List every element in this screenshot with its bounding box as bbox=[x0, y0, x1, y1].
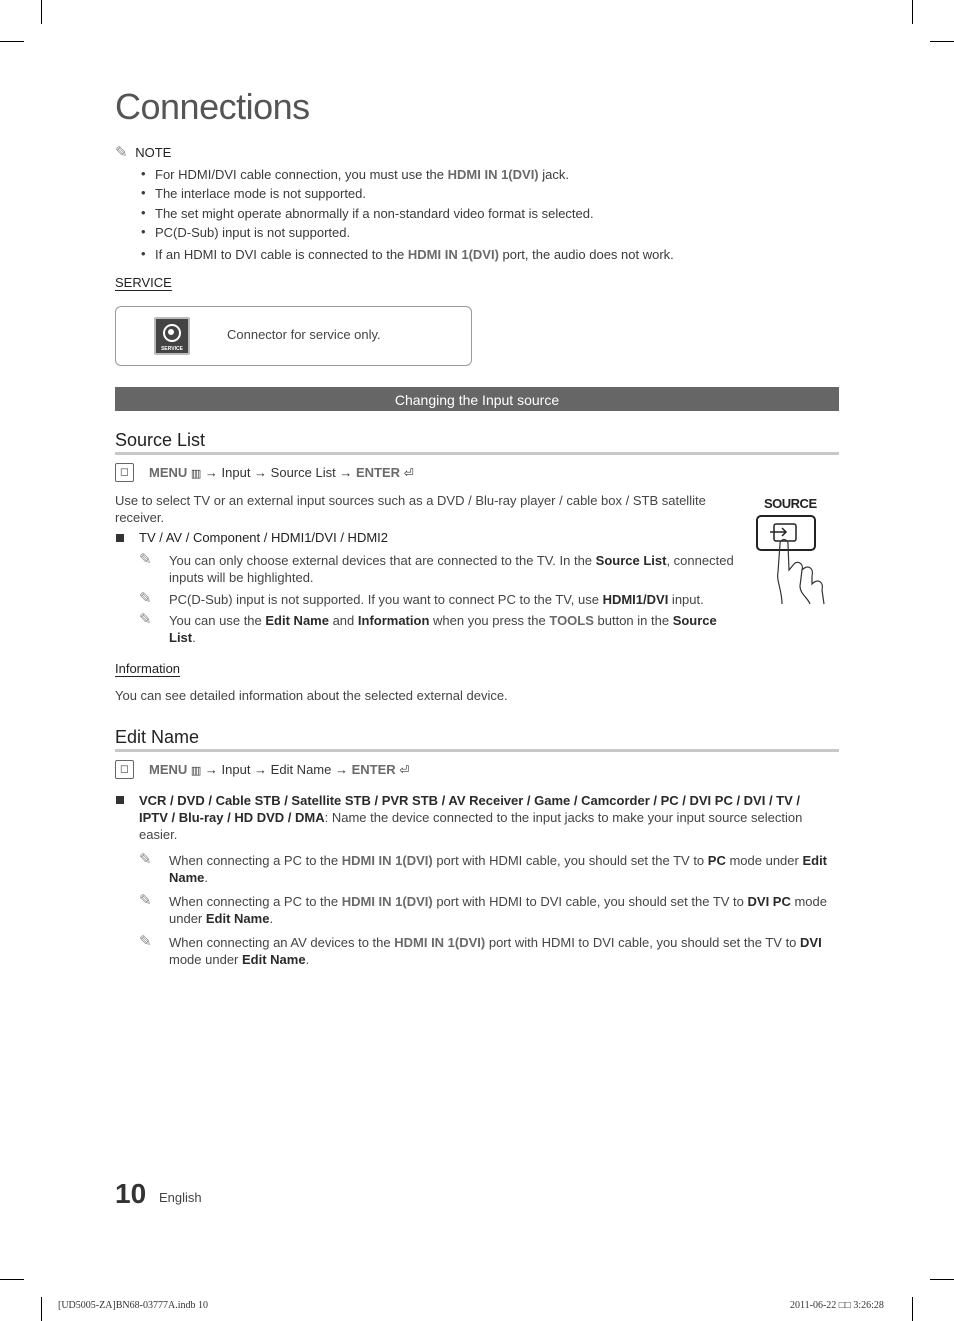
section-banner: Changing the Input source bbox=[115, 387, 839, 411]
source-list-note: PC(D-Sub) input is not supported. If you want to connect PC to the TV, use HDMI1/DVI input. bbox=[169, 592, 704, 607]
source-list-item: TV / AV / Component / HDMI1/DVI / HDMI2 bbox=[139, 530, 388, 545]
crop-mark bbox=[41, 0, 42, 24]
menu-grid-icon: ▥ bbox=[190, 765, 202, 777]
edit-name-heading: Edit Name bbox=[115, 727, 200, 747]
service-connector-box bbox=[115, 306, 472, 366]
note-item: • The interlace mode is not supported. bbox=[141, 185, 367, 201]
pencil-icon: ✎ bbox=[139, 892, 152, 909]
remote-button-icon: ◻ bbox=[115, 463, 134, 482]
crop-mark bbox=[912, 1297, 913, 1321]
service-description: Connector for service only. bbox=[227, 327, 381, 342]
note-item: • For HDMI/DVI cable connection, you must use the HDMI IN 1(DVI) jack. bbox=[141, 166, 569, 182]
information-text: You can see detailed information about the selected external device. bbox=[115, 688, 508, 703]
crop-mark bbox=[912, 0, 913, 24]
source-list-intro: Use to select TV or an external input sources such as a DVD / Blu-ray player / cable box / STB satellite receiver. bbox=[115, 493, 706, 525]
source-list-menu-path: MENU ▥ → Input → Source List → ENTER ⏎ bbox=[149, 465, 414, 480]
crop-mark bbox=[0, 1279, 24, 1280]
edit-name-menu-path: MENU ▥ → Input → Edit Name → ENTER ⏎ bbox=[149, 762, 410, 777]
square-bullet bbox=[116, 534, 124, 542]
hand-pressing-icon bbox=[752, 494, 834, 606]
pencil-icon: ✎ bbox=[115, 144, 128, 161]
pencil-icon: ✎ bbox=[139, 551, 152, 568]
page-number: 10 bbox=[115, 1178, 147, 1209]
heading-rule bbox=[115, 749, 839, 752]
source-list-note: You can only choose external devices that are connected to the TV. In the Source List, connected inputs will be highlighted. bbox=[169, 553, 734, 585]
menu-grid-icon: ▥ bbox=[190, 468, 202, 480]
edit-name-note: When connecting a PC to the HDMI IN 1(DVI) port with HDMI cable, you should set the TV to PC mode under Edit Name. bbox=[169, 853, 828, 885]
remote-button-icon: ◻ bbox=[115, 760, 134, 779]
pencil-icon: ✎ bbox=[139, 851, 152, 868]
print-file-info: [UD5005-ZA]BN68-03777A.indb 10 bbox=[58, 1300, 208, 1311]
edit-name-item: VCR / DVD / Cable STB / Satellite STB / PVR STB / AV Receiver / Game / Camcorder / PC / DVI PC / DVI / TV / IPTV / Blu-ray / HD DVD / DMA: Name the device connected to the input jacks to make your input source selection easier. bbox=[139, 793, 803, 842]
note-item: • PC(D-Sub) input is not supported. bbox=[141, 224, 351, 240]
pencil-icon: ✎ bbox=[139, 933, 152, 950]
pencil-icon: ✎ bbox=[139, 611, 152, 628]
crop-mark bbox=[930, 1279, 954, 1280]
crop-mark bbox=[0, 41, 24, 42]
source-remote-illustration bbox=[752, 494, 834, 606]
print-date-info: 2011-06-22 □□ 3:26:28 bbox=[790, 1300, 884, 1311]
edit-name-note: When connecting an AV devices to the HDMI IN 1(DVI) port with HDMI to DVI cable, you should set the TV to DVI mode under Edit Name. bbox=[169, 935, 822, 967]
source-list-note: You can use the Edit Name and Information when you press the TOOLS button in the Source List. bbox=[169, 613, 717, 645]
remote-source-label: SOURCE bbox=[764, 496, 817, 511]
crop-mark bbox=[41, 1297, 42, 1321]
page-title: Connections bbox=[115, 86, 310, 127]
page-language: English bbox=[159, 1190, 202, 1205]
pencil-icon: ✎ bbox=[139, 590, 152, 607]
heading-rule bbox=[115, 452, 839, 455]
information-heading: Information bbox=[115, 661, 181, 676]
note-item: • The set might operate abnormally if a non-standard video format is selected. bbox=[141, 205, 594, 221]
service-port-icon: SERVICE bbox=[154, 317, 190, 355]
note-header bbox=[115, 143, 171, 161]
note-item: • If an HDMI to DVI cable is connected to the HDMI IN 1(DVI) port, the audio does not work. bbox=[141, 246, 674, 262]
square-bullet bbox=[116, 796, 124, 804]
service-heading: SERVICE bbox=[115, 275, 172, 290]
note-heading: NOTE bbox=[135, 145, 172, 160]
edit-name-note: When connecting a PC to the HDMI IN 1(DVI) port with HDMI to DVI cable, you should set the TV to DVI PC mode under Edit Name. bbox=[169, 894, 827, 926]
enter-icon: ⏎ bbox=[399, 763, 410, 777]
enter-icon: ⏎ bbox=[403, 466, 414, 480]
source-list-heading: Source List bbox=[115, 430, 206, 450]
crop-mark bbox=[930, 41, 954, 42]
